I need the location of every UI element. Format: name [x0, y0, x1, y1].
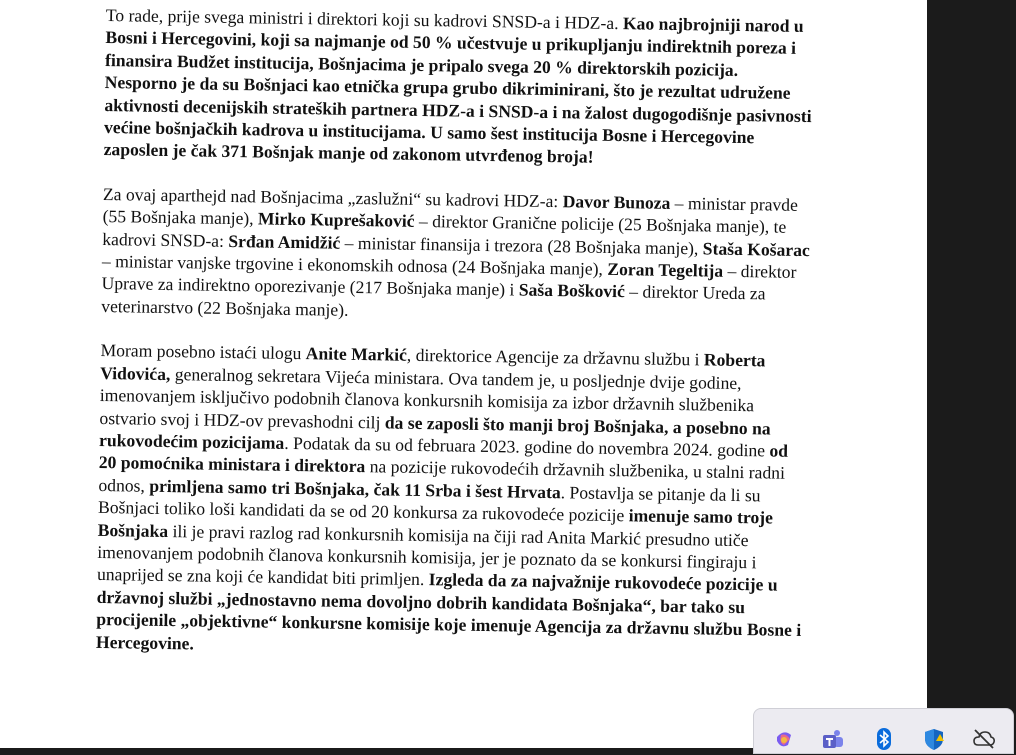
bold-text-run: Kao najbrojniji narod u Bosni i Hercegovini, koji sa najmanje od 50 % učestvuje u prikupljanju indirektnih poreza i finansira Budžet institucija, Bošnjacima je pripalo svega 20 % direktorskih pozicija. Nesporno je da su Bošnjaci kao etnička grupa grubo dikriminirani, što je rezultat udružene aktivnosti decenijskih strateških partnera HDZ-a i SNSD-a i na žalost dugogodišnje pasivnosti većine bošnjačkih kadrova u institucijama. U samo šest institucija Bosne i Hercegovine zaposlen je čak 371 Bošnjak manje od zakonom utvrđenog broja!: [103, 13, 812, 168]
bold-text-run: Davor Bunoza: [562, 191, 671, 213]
paragraph-3: [96, 339, 809, 664]
dark-side-panel: [927, 0, 1016, 748]
system-tray-flyout: [753, 708, 1014, 754]
copilot-icon[interactable]: [772, 727, 796, 751]
bold-text-run: Anite Markić: [305, 343, 408, 366]
bold-text-run: da se zaposli što manji broj Bošnjaka, a posebno na rukovodećim pozicijama: [98, 411, 771, 453]
bold-text-run: Staša Košarac: [702, 238, 810, 260]
bold-text-run: Srđan Amidžić: [228, 230, 341, 253]
text-run: . Postavlja se pitanje da li su Bošnjaci toliko loši kandidati da se od 20 konkursa za rukovodeće pozicije: [97, 481, 761, 526]
defender-shield-icon[interactable]: [922, 727, 946, 751]
paragraph-2: [101, 183, 811, 329]
text-run: – ministar finansija i trezora (28 Bošnjaka manje),: [340, 232, 703, 259]
text-run: na pozicije rukovodećih državnih službenika, u stalni radni odnos,: [98, 456, 786, 496]
text-run: – ministar pravde (55 Bošnjaka manje),: [102, 192, 799, 229]
bold-text-run: Zoran Tegeltija: [607, 258, 724, 281]
onedrive-offline-icon[interactable]: [972, 727, 996, 751]
bold-text-run: imenuje samo troje Bošnjaka: [97, 505, 774, 541]
text-run: ili je pravi razlog rad konkursnih komisija na čiji rad Anita Markić presudno utiče imenovanjem podobnih članova konkursnih komisija, jer je poznato da se konkursi fingiraju i unaprijed se zna koji će kandidat biti primljen.: [96, 520, 757, 590]
text-run: – direktor Granične policije (25 Bošnjaka manje), te kadrovi SNSD-a:: [102, 211, 787, 251]
teams-icon[interactable]: [821, 727, 845, 751]
paragraph-1: [104, 4, 814, 172]
bold-text-run: Roberta Vidovića,: [100, 349, 766, 384]
text-run: – ministar vanjske trgovine i ekonomskih odnosa (24 Bošnjaka manje),: [101, 251, 608, 279]
text-run: generalnog sekretara Vijeća ministara. Ova tandem je, u posljednje dvije godine, imenovanjem isključivo podobnih članova konkursnih komisija za izbor državnih službenika ostvario svoj i HDZ-ov prevashodni cilj: [99, 363, 755, 432]
text-run: – direktor Uprave za indirektno oporezivanje (217 Bošnjaka manje) i: [101, 260, 797, 300]
bold-text-run: primljena samo tri Bošnjaka, čak 11 Srba i šest Hrvata: [149, 475, 561, 502]
document-body: [95, 4, 813, 686]
text-run: To rade, prije svega ministri i direktori koji su kadrovi SNSD-a i HDZ-a.: [105, 4, 624, 34]
bold-text-run: Saša Bošković: [518, 279, 625, 302]
text-run: – direktor Ureda za veterinarstvo (22 Bošnjaka manje).: [101, 281, 766, 320]
bold-text-run: Izgleda da za najvažnije rukovodeće pozicije u državnoj službi „jednostavno nema dovoljno dobrih kandidata Bošnjaka“, bar tako su procijenile „objektivne“ konkursne komisije koje imenuje Agencija za državnu službu Bosne i Hercegovine.: [95, 569, 802, 654]
bold-text-run: od 20 pomoćnika ministara i direktora: [98, 440, 789, 477]
text-run: Moram posebno istaći ulogu: [100, 340, 306, 364]
bluetooth-icon[interactable]: [872, 727, 896, 751]
text-run: . Podatak da su od februara 2023. godine do novembra 2024. godine: [284, 432, 770, 461]
text-run: , direktorice Agencije za državnu službu i: [406, 345, 705, 370]
text-run: Za ovaj aparthejd nad Bošnjacima „zaslužni“ su kadrovi HDZ-a:: [102, 183, 563, 212]
bold-text-run: Mirko Kuprešaković: [257, 208, 415, 232]
